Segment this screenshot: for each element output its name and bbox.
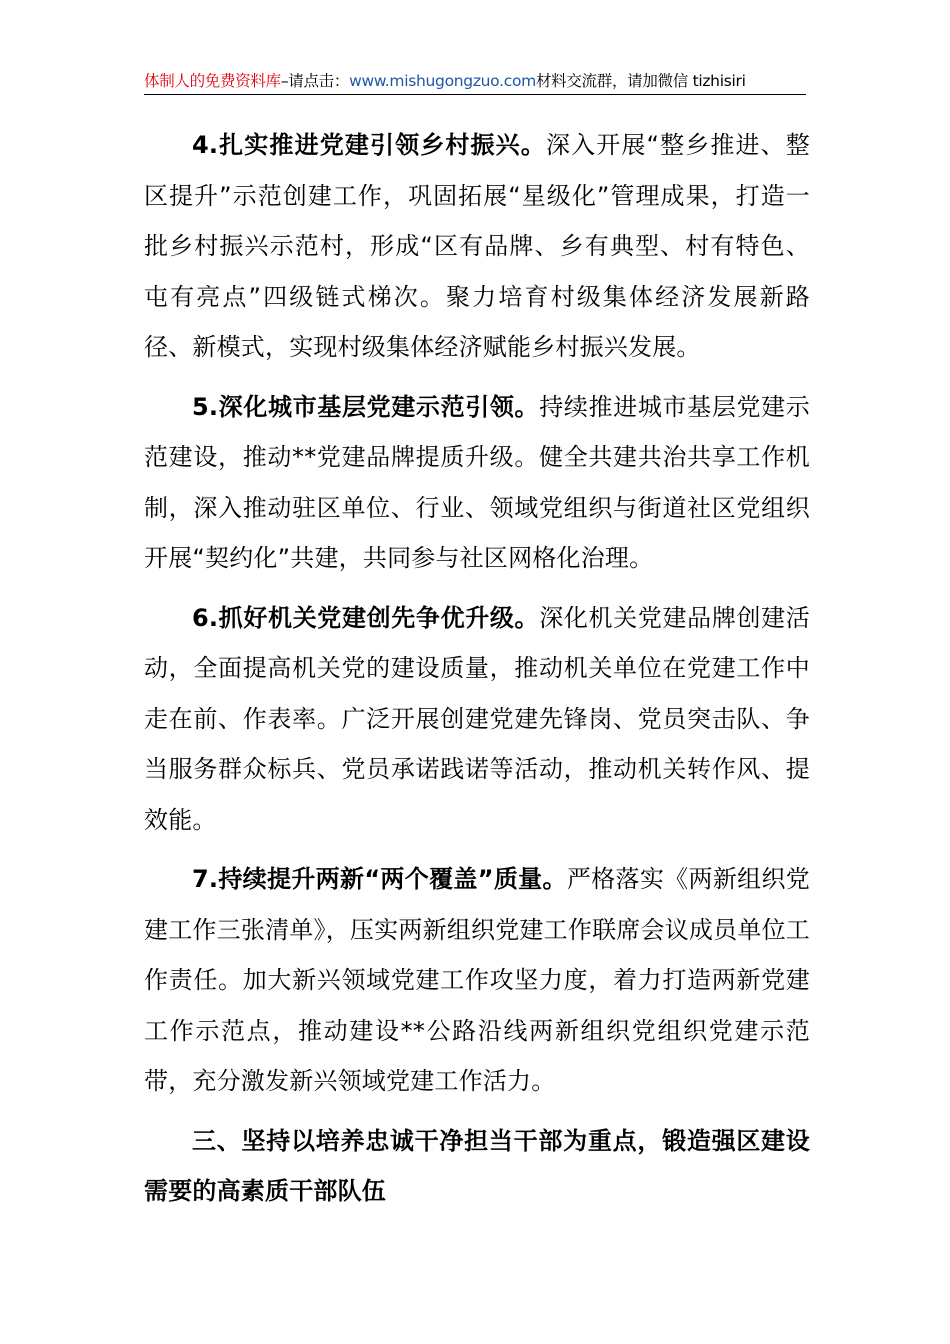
header-url-link[interactable]: www.mishugongzuo.com (349, 72, 536, 90)
paragraph-body: 严格落实《两新组织党建工作三张清单》，压实两新组织党建工作联席会议成员单位工作责任。加大新兴领域党建工作攻坚力度，着力打造两新党建工作示范点，推动建设**公路沿线两新组织党组织党建示范带，充分激发新兴领域党建工作活力。 (144, 865, 811, 1095)
paragraph-body: 持续推进城市基层党建示范建设，推动**党建品牌提质升级。健全共建共治共享工作机制，深入推动驻区单位、行业、领域党组织与街道社区党组织开展“契约化”共建，共同参与社区网格化治理。 (144, 392, 810, 572)
paragraph-lead: 5.深化城市基层党建示范引领。 (192, 392, 540, 421)
paragraph-lead: 7.持续提升两新“两个覆盖”质量。 (192, 865, 567, 893)
document-body (144, 120, 810, 1217)
header-click-prefix: –请点击： (280, 72, 350, 90)
paragraph-body: 深入开展“整乡推进、整区提升”示范创建工作，巩固拓展“星级化”管理成果，打造一批乡村振兴示范村，形成“区有品牌、乡有典型、村有特色、屯有亮点”四级链式梯次。聚力培育村级集体经济发展新路径、新模式，实现村级集体经济赋能乡村振兴发展。 (144, 131, 810, 361)
paragraph-body: 深化机关党建品牌创建活动，全面提高机关党的建设质量，推动机关单位在党建工作中走在前、作表率。广泛开展创建党建先锋岗、党员突击队、争当服务群众标兵、党员承诺践诺等活动，推动机关转作风、提效能。 (144, 603, 810, 834)
paragraph-5 (144, 382, 810, 584)
header-brand: 体制人的免费资料库 (144, 72, 281, 90)
header-group-text: 材料交流群，请加微信 tizhisiri (535, 72, 746, 90)
section-heading: 三、坚持以培养忠诚干净担当干部为重点，锻造强区建设需要的高素质干部队伍 (144, 1126, 810, 1205)
paragraph-lead: 4.扎实推进党建引领乡村振兴。 (192, 131, 546, 159)
paragraph-4 (144, 120, 810, 373)
paragraph-7 (144, 854, 810, 1107)
paragraph-6 (144, 593, 810, 846)
page-header (144, 68, 806, 95)
paragraph-lead: 6.抓好机关党建创先争优升级。 (192, 603, 540, 632)
